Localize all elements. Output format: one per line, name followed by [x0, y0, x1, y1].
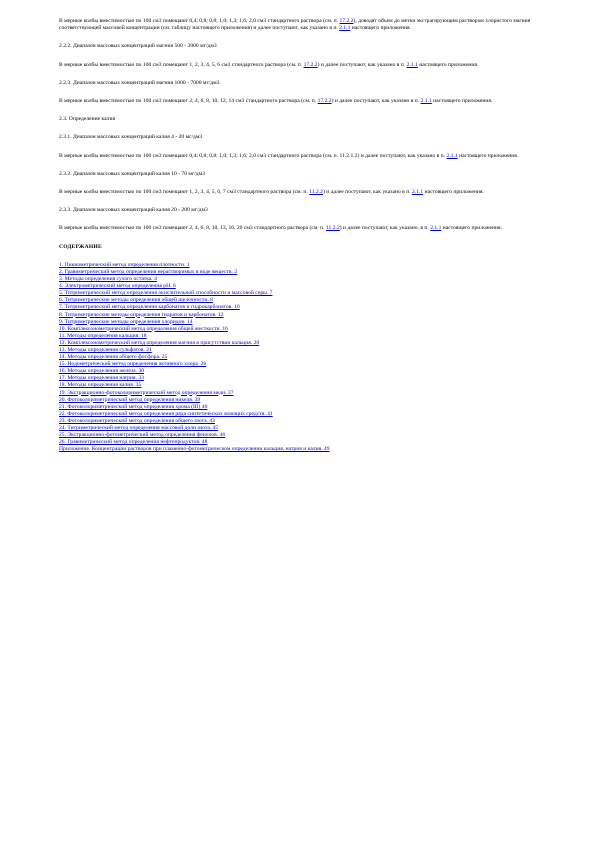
toc-link[interactable]: 14. Методы определения общего фосфора. 25	[59, 354, 168, 361]
paragraph-text: настоящего приложения.	[431, 98, 493, 105]
toc-item	[59, 368, 549, 375]
section-heading: 2.3.1. Диапазон массовых концентраций калия 4 - 20 мг/дм3	[59, 134, 203, 141]
paragraph-text: В мерные колбы вместимостью по 100 см3 помещают 2, 4, 6, 8, 10, 12, 14 см3 стандартного раствора (см. п.	[59, 98, 318, 105]
toc-link[interactable]: 18. Методы определения калия. 35	[59, 382, 142, 389]
toc-link[interactable]: 26. Гравиметрический метод определения нефтепродуктов. 48	[59, 439, 208, 446]
section-heading: 2.3.3. Диапазон массовых концентраций калия 20 - 200 мг/дм3	[59, 207, 208, 214]
toc-item	[59, 340, 549, 347]
toc-link[interactable]: 8. Титриметрические методы определения гидратов и карбонатов. 12	[59, 311, 224, 318]
toc-link[interactable]: 9. Титриметрические методы определения хлоридов. 14	[59, 318, 193, 325]
paragraph-text: В мерные колбы вместимостью по 100 см3 помещают 2, 4, 6, 8, 10, 13, 16, 20 см3 стандартного раствора (см. п.	[59, 225, 326, 232]
paragraph-text: настоящего приложения.	[457, 152, 519, 159]
toc-item	[59, 262, 549, 269]
toc-item	[59, 390, 549, 397]
body-paragraph	[59, 153, 549, 160]
cross-reference-link[interactable]: 17.2.2	[303, 61, 318, 68]
toc-link[interactable]: 7. Титриметрический метод определения карбонатов и гидрокарбонатов. 10	[59, 304, 240, 311]
toc-link[interactable]: 17. Методы определения натрия. 33	[59, 375, 144, 382]
paragraph-text: настоящего приложения.	[441, 225, 502, 232]
section-heading: 2.3.2. Диапазон массовых концентраций калия 10 - 70 мг/дм3	[59, 170, 205, 177]
toc-item	[59, 404, 549, 411]
cross-reference-link[interactable]: 11.2.2	[325, 225, 340, 232]
toc-link[interactable]: 11. Методы определения кальция. 18	[59, 332, 147, 339]
body-paragraph	[59, 62, 549, 69]
toc-link[interactable]: 22. Фотоколориметрический метод определения ряда синтетических моющих средств. 41	[59, 410, 273, 417]
toc-link[interactable]: 6. Титриметрические методы определения общей щелочности. 8	[59, 297, 213, 304]
toc-item	[59, 312, 549, 319]
paragraph-text: настоящего приложения.	[350, 25, 411, 32]
toc-link[interactable]: 5. Титриметрический метод определения окислительной способности и массовой серы. 7	[59, 290, 273, 297]
toc-item	[59, 347, 549, 354]
toc-link[interactable]: 23. Фотоколориметрический метод определения общего азота. 43	[59, 417, 215, 424]
toc-item	[59, 397, 549, 404]
toc-item	[59, 446, 549, 453]
toc-title: СОДЕРЖАНИЕ	[59, 243, 102, 250]
section-heading: 2.3. Определение калия	[59, 116, 116, 123]
body-paragraph	[59, 225, 549, 232]
toc-link[interactable]: 19. Экстракционно-фотоколориметрический метод определения меди. 37	[59, 389, 234, 396]
paragraph-text: В мерные колбы вместимостью по 100 см3 помещают 0,4; 0,8; 0,8; 1,0; 1,3; 1,6; 2,0 см3 стандартного раствора (см. п. 11.2.1.2) и далее поступают, как указано в п.	[59, 152, 447, 159]
paragraph-text: В мерные колбы вместимостью по 100 см3 помещают 1, 2, 3, 4, 5, 6 см3 стандартного раствора (см. п.	[59, 61, 304, 68]
body-paragraph	[59, 189, 549, 196]
toc-link[interactable]: 2. Гравиметрический метод определения нерастворимых в воде веществ. 2	[59, 268, 238, 275]
toc-link[interactable]: 25. Экстракционно-фотометрический метод определения фенолов. 46	[59, 432, 226, 439]
cross-reference-link[interactable]: 2.1.1	[430, 225, 442, 232]
paragraph-text: В мерные колбы вместимостью по 100 см3 помещают 1, 2, 3, 4, 5, 6, 7 см3 стандартного раствора (см. п.	[59, 189, 310, 196]
toc-link[interactable]: 4. Электрометрический метод определения рН. 6	[59, 283, 176, 290]
sections-container	[59, 18, 549, 233]
paragraph-text: ) и далее поступают, как указано в п.	[322, 189, 412, 196]
toc-item	[59, 418, 549, 425]
toc-link[interactable]: Приложение. Концентрации растворов при пламенно-фотометрическом определении кальция, натрия и калия. 49	[59, 446, 330, 453]
cross-reference-link[interactable]: 2.1.1	[446, 152, 458, 159]
toc-link[interactable]: 3. Методы определения сухого остатка. 4	[59, 276, 157, 283]
toc-link[interactable]: 10. Комплексонометрический метод определения общей жесткости. 16	[59, 325, 228, 332]
toc-item	[59, 375, 549, 382]
section-heading: 2.2.3. Диапазон массовых концентраций магния 1000 - 7000 мг/дм3	[59, 79, 220, 86]
paragraph-text: В мерные колбы вместимостью по 100 см3 помещают 0,4; 0,8; 0,8; 1,0; 1,3; 1,6; 2,0 см3 стандартного раствора (см. п.	[59, 18, 340, 24]
cross-reference-link[interactable]: 2.1.1	[420, 98, 432, 105]
section-heading: 2.2.2. Диапазон массовых концентраций магния 500 - 3000 мг/дм3	[59, 43, 217, 50]
cross-reference-link[interactable]: 2.1.1	[412, 189, 424, 196]
paragraph-text: ) и далее поступают, как указано, в п.	[339, 225, 431, 232]
toc-link[interactable]: 21. Фотоколориметрический метод определения хрома (III) 40	[59, 403, 208, 410]
cross-reference-link[interactable]: 17.2.2	[339, 18, 354, 24]
toc-link[interactable]: 24. Титриметрический метод определения массовой доли азота. 45	[59, 425, 219, 431]
paragraph-text: ) и далее поступают, как указано в п.	[317, 61, 407, 68]
paragraph-text: ), доводят объем до метки экстрагирующим раствором хлористого магния соответствующей массовой концентрации (см. таблицу настоящего приложения) и далее поступают, как указано в п.	[59, 18, 531, 32]
cross-reference-link[interactable]: 17.2.2	[317, 98, 332, 105]
toc-item	[59, 333, 549, 340]
paragraph-text: настоящего приложения.	[417, 61, 479, 68]
toc-link[interactable]: 15. Иодометрический метод определения активного хлора. 26	[59, 361, 207, 368]
toc-item	[59, 319, 549, 326]
toc-link[interactable]: 16. Методы определения железа. 30	[59, 368, 145, 375]
table-of-contents	[59, 262, 549, 454]
toc-item	[59, 326, 549, 333]
cross-reference-link[interactable]: 11.2.2	[309, 189, 323, 196]
document-body	[59, 18, 549, 453]
body-paragraph	[59, 18, 549, 32]
cross-reference-link[interactable]: 2.1.1	[339, 25, 351, 32]
toc-item	[59, 382, 549, 389]
toc-link[interactable]: 13. Методы определения сульфатов. 21	[59, 346, 152, 353]
cross-reference-link[interactable]: 2.1.1	[406, 61, 418, 68]
toc-link[interactable]: 12. Комплексонометрический метод определения магния в присутствии кальция. 20	[59, 339, 260, 346]
paragraph-text: настоящего приложения.	[423, 189, 484, 196]
toc-item	[59, 269, 549, 276]
toc-item	[59, 411, 549, 418]
paragraph-text: ) и далее поступают, как указано в п.	[331, 98, 421, 105]
toc-item	[59, 361, 549, 368]
toc-link[interactable]: 20. Фотоколориметрический метод определения никеля. 39	[59, 396, 201, 403]
toc-item	[59, 304, 549, 311]
toc-link[interactable]: 1. Пикнометрический метод определения плотности. 1	[59, 261, 190, 268]
body-paragraph	[59, 98, 549, 105]
